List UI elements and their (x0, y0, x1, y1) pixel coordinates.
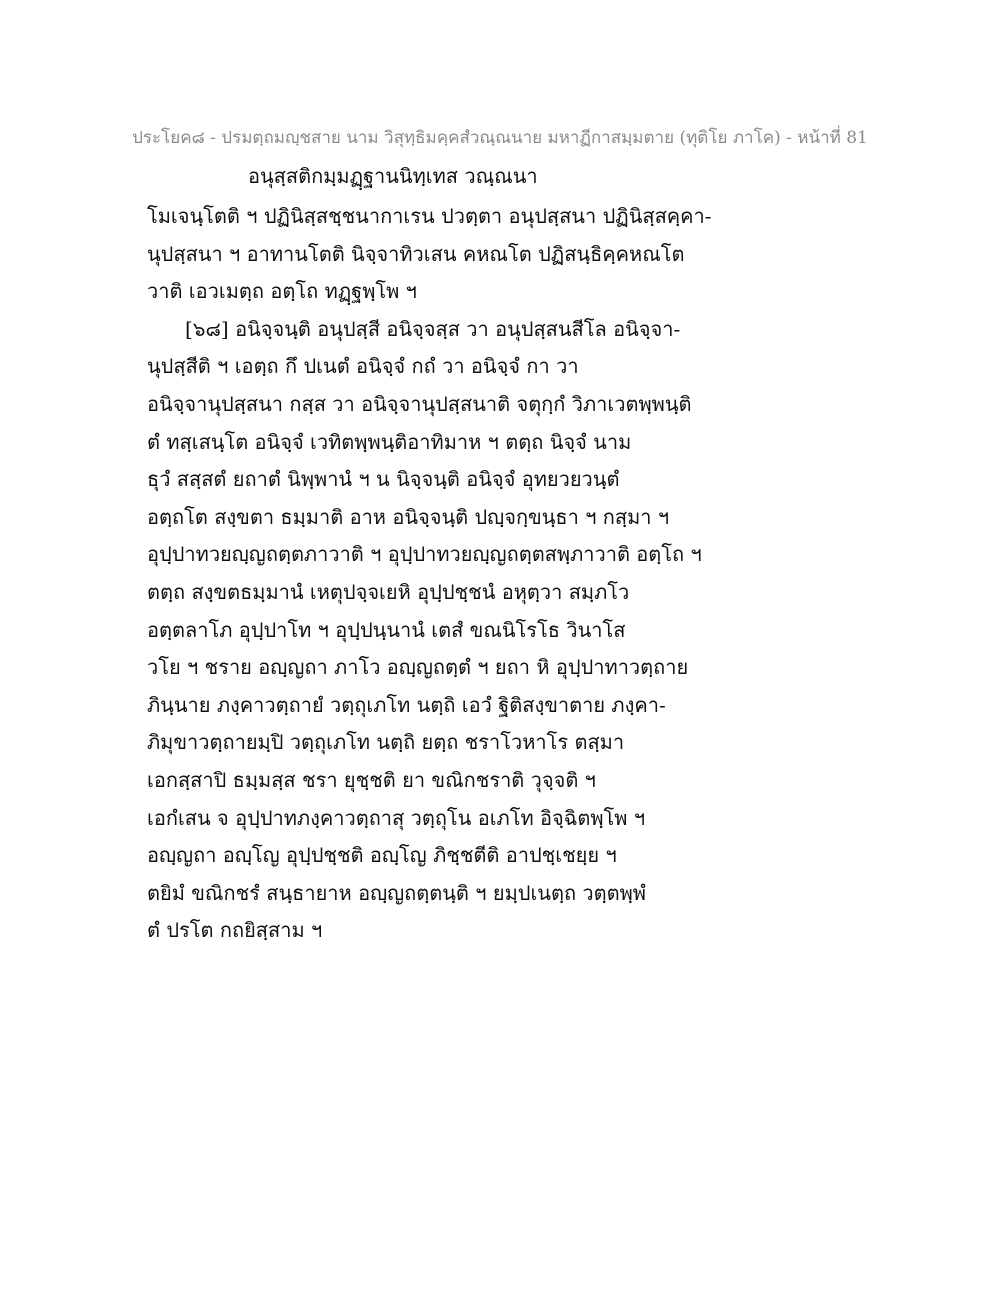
text-line: ภิมุขาวตฺถายมฺปิ วตฺถุเภโท นตฺถิ ยตฺถ ชราโวหาโร ตสฺมา (147, 730, 625, 755)
text-line: วโย ฯ ชราย อญฺญถา ภาโว อญฺญถตฺตํ ฯ ยถา หิ อุปฺปาทาวตฺถาย (147, 655, 689, 680)
text-line: เอกสฺสาปิ ธมฺมสฺส ชรา ยุชฺชติ ยา ขณิกชราติ วุจฺจติ ฯ (147, 767, 596, 792)
text-line: อตฺตลาโภ อุปฺปาโท ฯ อุปฺปนฺนานํ เตสํ ขณนิโรโธ วินาโส (147, 617, 626, 642)
text-line: [๖๘] อนิจฺจนฺติ อนุปสฺสี อนิจฺจสฺส วา อนุปสฺสนสีโล อนิจฺจา- (185, 316, 681, 341)
text-line: วาติ เอวเมตฺถ อตฺโถ ทฏฺฐพฺโพ ฯ (147, 279, 417, 304)
text-line: อตฺถโต สงฺขตา ธมฺมาติ อาห อนิจฺจนฺติ ปญฺจกฺขนฺธา ฯ กสฺมา ฯ (147, 504, 670, 529)
text-line: ตยิมํ ขณิกชรํ สนฺธายาห อญฺญถตฺตนฺติ ฯ ยมฺปเนตฺถ วตฺตพฺพํ (147, 880, 646, 905)
text-line: ตตฺถ สงฺขตธมฺมานํ เหตุปจฺจเยหิ อุปฺปชฺชนํ อหุตฺวา สมฺภโว (147, 579, 630, 604)
text-line: ตํ ปรโต กถยิสฺสาม ฯ (147, 918, 323, 943)
text-line: นุปสฺสนา ฯ อาทานโตติ นิจฺจาทิวเสน คหณโต ปฏิสนฺธิคฺคหณโต (147, 241, 685, 266)
text-line: ภินฺนาย ภงฺคาวตฺถายํ วตฺถุเภโท นตฺถิ เอวํ ฐิติสงฺขาตาย ภงฺคา- (147, 692, 666, 717)
text-line: อญฺญถา อญฺโญ อุปฺปชฺชติ อญฺโญ ภิชฺชตีติ อาปชฺเชยฺย ฯ (147, 843, 617, 868)
running-header: ประโยค๘ - ปรมตฺถมญฺชสาย นาม วิสุทฺธิมคฺคสํวณฺณนาย มหาฏีกาสมฺมตาย (ทุติโย ภาโค) - หน้าที่ 81 (132, 128, 868, 148)
text-line: ตํ ทสฺเสนฺโต อนิจฺจํ เวทิตพฺพนฺติอาทิมาห ฯ ตตฺถ นิจฺจํ นาม (147, 429, 632, 454)
text-line: ธุวํ สสฺสตํ ยถาตํ นิพฺพานํ ฯ น นิจฺจนฺติ อนิจฺจํ อุทยวยวนฺตํ (147, 467, 620, 492)
text-line: อุปฺปาทวยญฺญถตฺตภาวาติ ฯ อุปฺปาทวยญฺญถตฺตสพฺภาวาติ อตฺโถ ฯ (147, 542, 702, 567)
text-line: เอกํเสน จ อุปฺปาทภงฺคาวตฺถาสุ วตฺถุโน อเภโท อิจฺฉิตพฺโพ ฯ (147, 805, 646, 830)
section-title: อนุสฺสติกมฺมฏฺฐานนิทฺเทส วณฺณนา (248, 164, 538, 188)
text-line: นุปสฺสีติ ฯ เอตฺถ กึ ปเนตํ อนิจฺจํ กถํ วา อนิจฺจํ กา วา (147, 354, 579, 379)
text-line: โมเจนฺโตติ ฯ ปฏินิสฺสชฺชนากาเรน ปวตฺตา อนุปสฺสนา ปฏินิสฺสคฺคา- (147, 204, 712, 228)
body-text (147, 198, 867, 950)
text-line: อนิจฺจานุปสฺสนา กสฺส วา อนิจฺจานุปสฺสนาติ จตุกฺกํ วิภาเวตพฺพนฺติ (147, 391, 692, 416)
